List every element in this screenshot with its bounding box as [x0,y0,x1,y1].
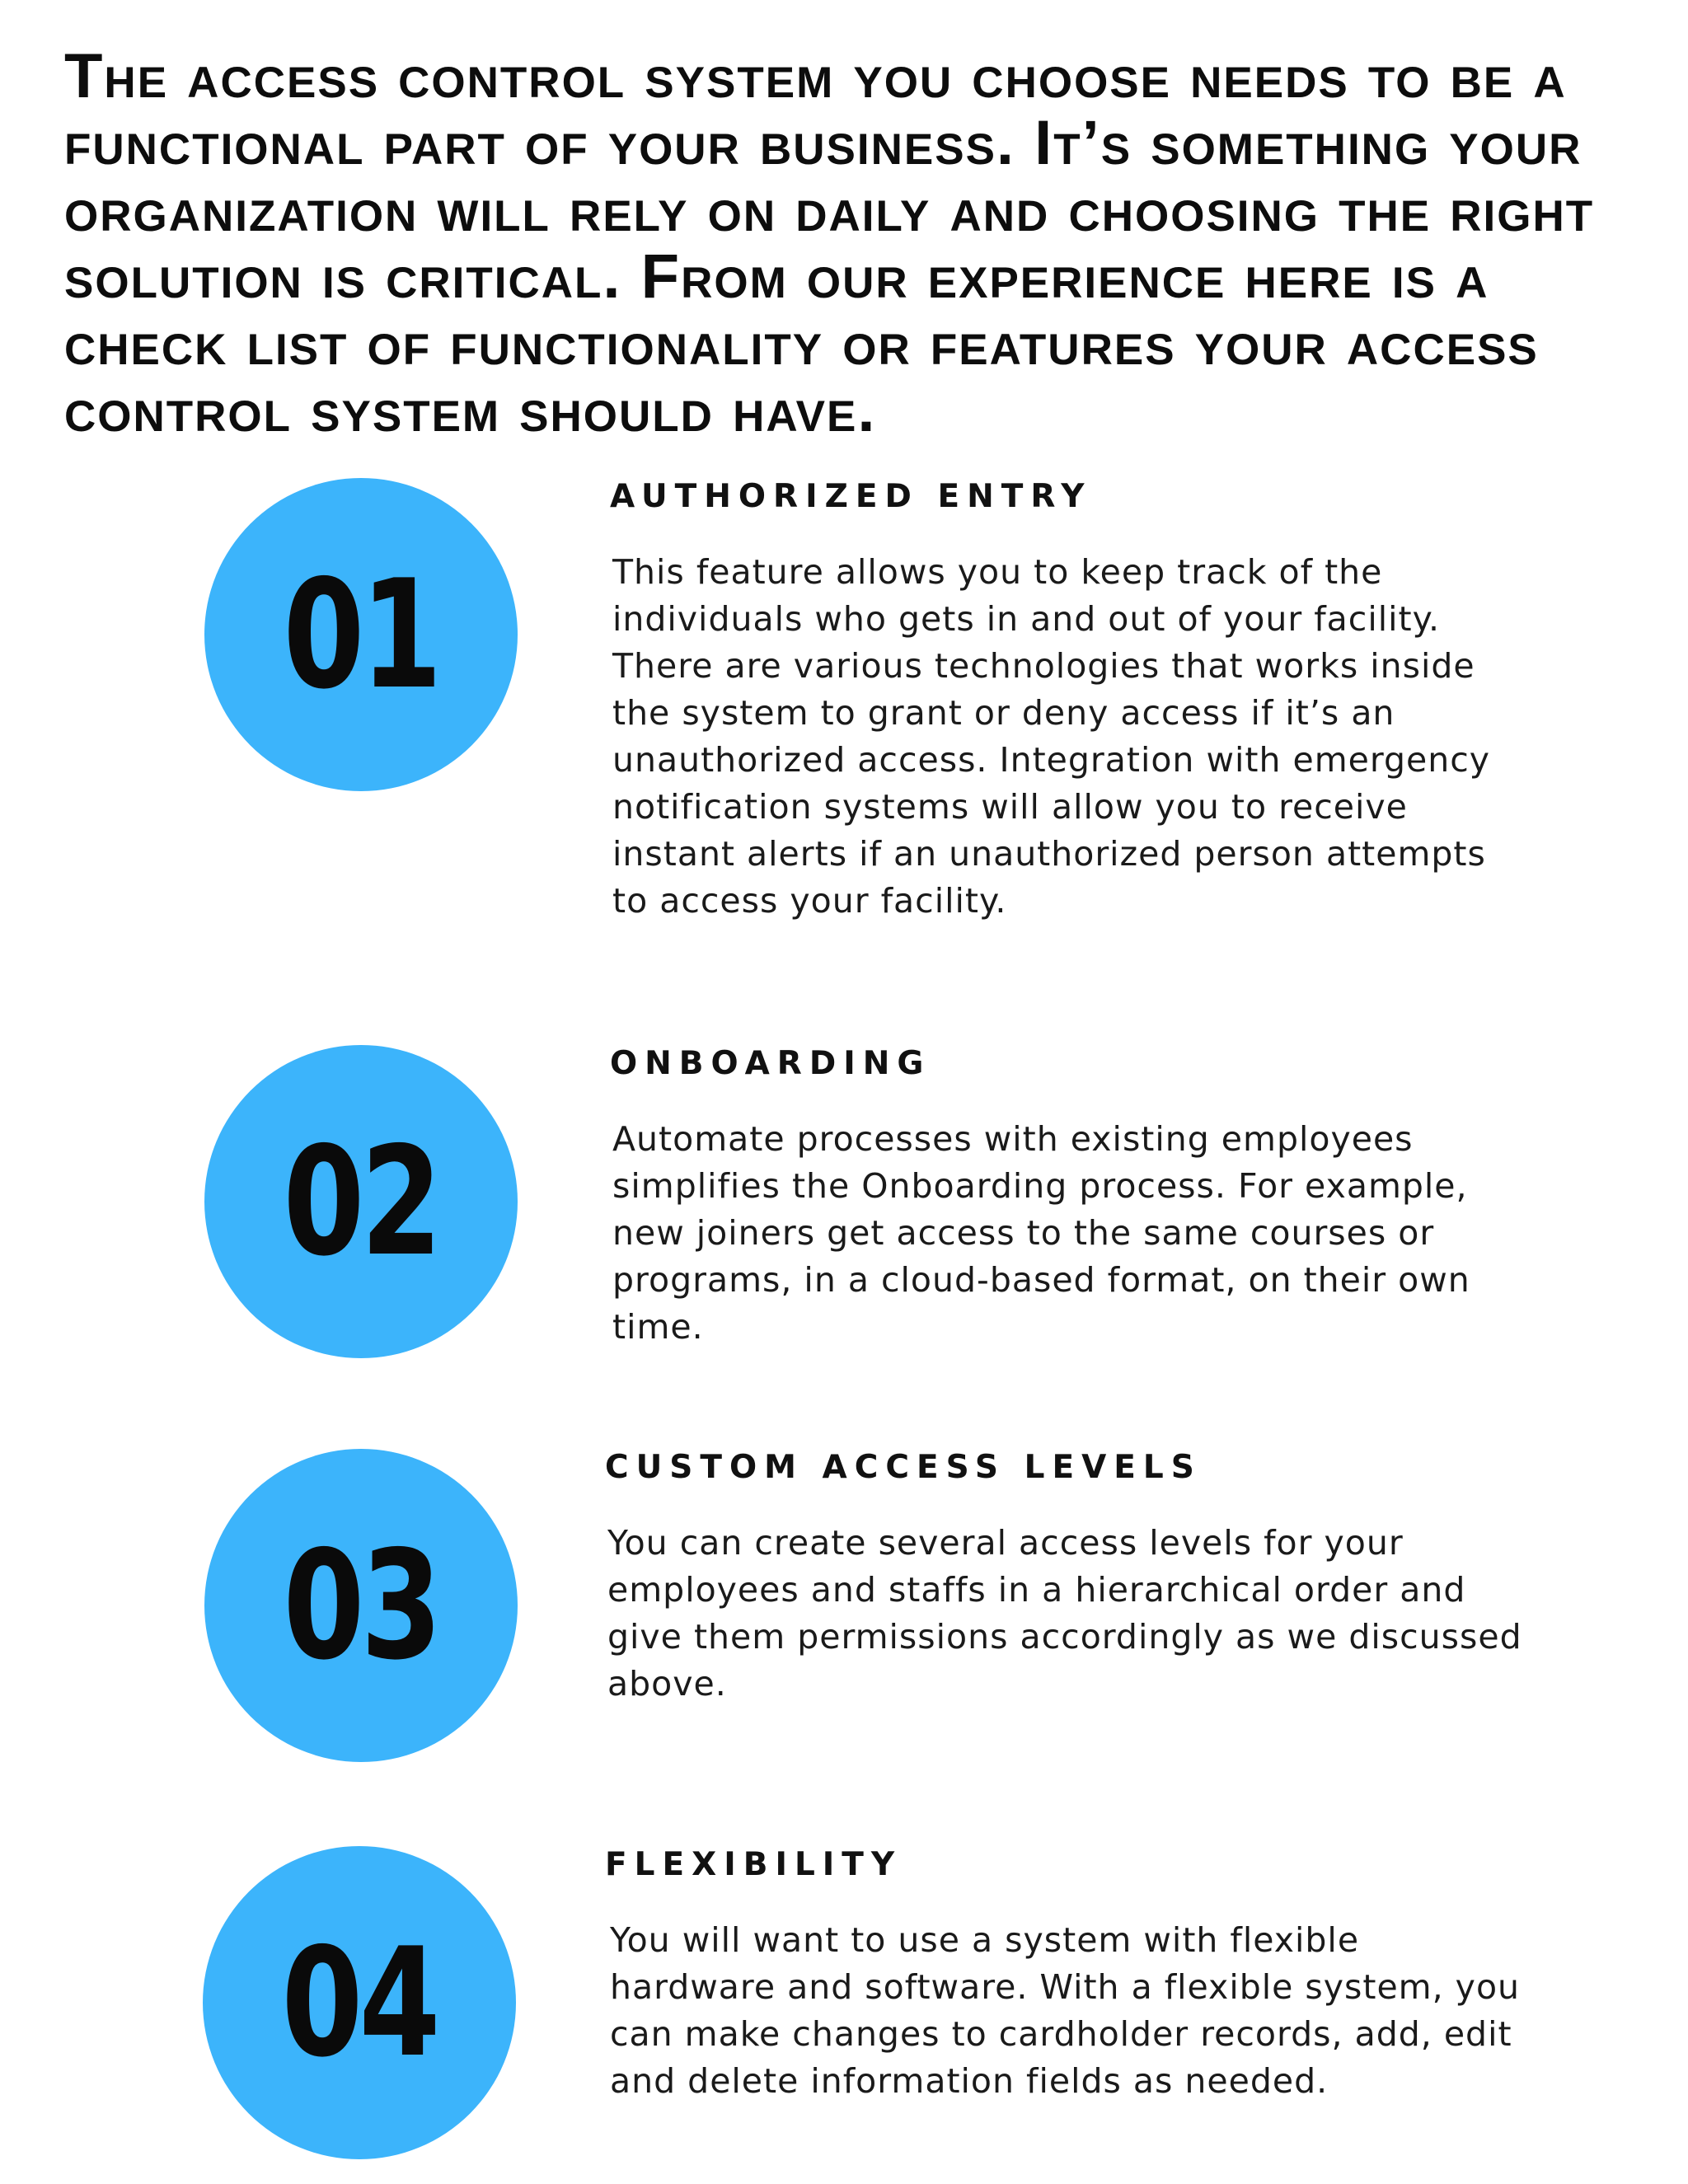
feature-number: 04 [281,1915,438,2090]
feature-description: This feature allows you to keep track of the individuals who gets in and out of your facility. There are various technologies that works inside the system to grant or deny access if it’s an unauthorized access. Integration with emergency notification systems will allow you to receive instant alerts if an unauthorized person attempts to access your facility. [612,552,1491,921]
feature-title: ONBOARDING [610,1045,931,1082]
feature-title: AUTHORIZED ENTRY [610,478,1092,515]
feature-number: 02 [283,1114,439,1289]
intro-heading: The access control system you choose needs to be a functional part of your business. It’s something your organization will rely on daily and choosing the right solution is critical. From our experience here is a check list of functionality or features your access control system should have. [64,41,1595,445]
feature-description: You can create several access levels for your employees and staffs in a hierarchical order and give them permissions accordingly as we discussed above. [607,1523,1522,1704]
feature-number: 01 [283,547,439,722]
feature-title: CUSTOM ACCESS LEVELS [605,1449,1202,1486]
feature-description: Automate processes with existing employees simplifies the Onboarding process. For example, new joiners get access to the same courses or programs, in a cloud-based format, on their own time. [612,1119,1470,1347]
number-circle [204,1045,518,1358]
feature-number: 03 [283,1518,439,1693]
number-circle [203,1846,516,2159]
number-circle [204,1449,518,1762]
feature-description: You will want to use a system with flexible hardware and software. With a flexible system, you can make changes to cardholder records, add, edit and delete information fields as needed. [610,1920,1521,2101]
number-circle [204,478,518,791]
feature-title: FLEXIBILITY [605,1846,903,1883]
